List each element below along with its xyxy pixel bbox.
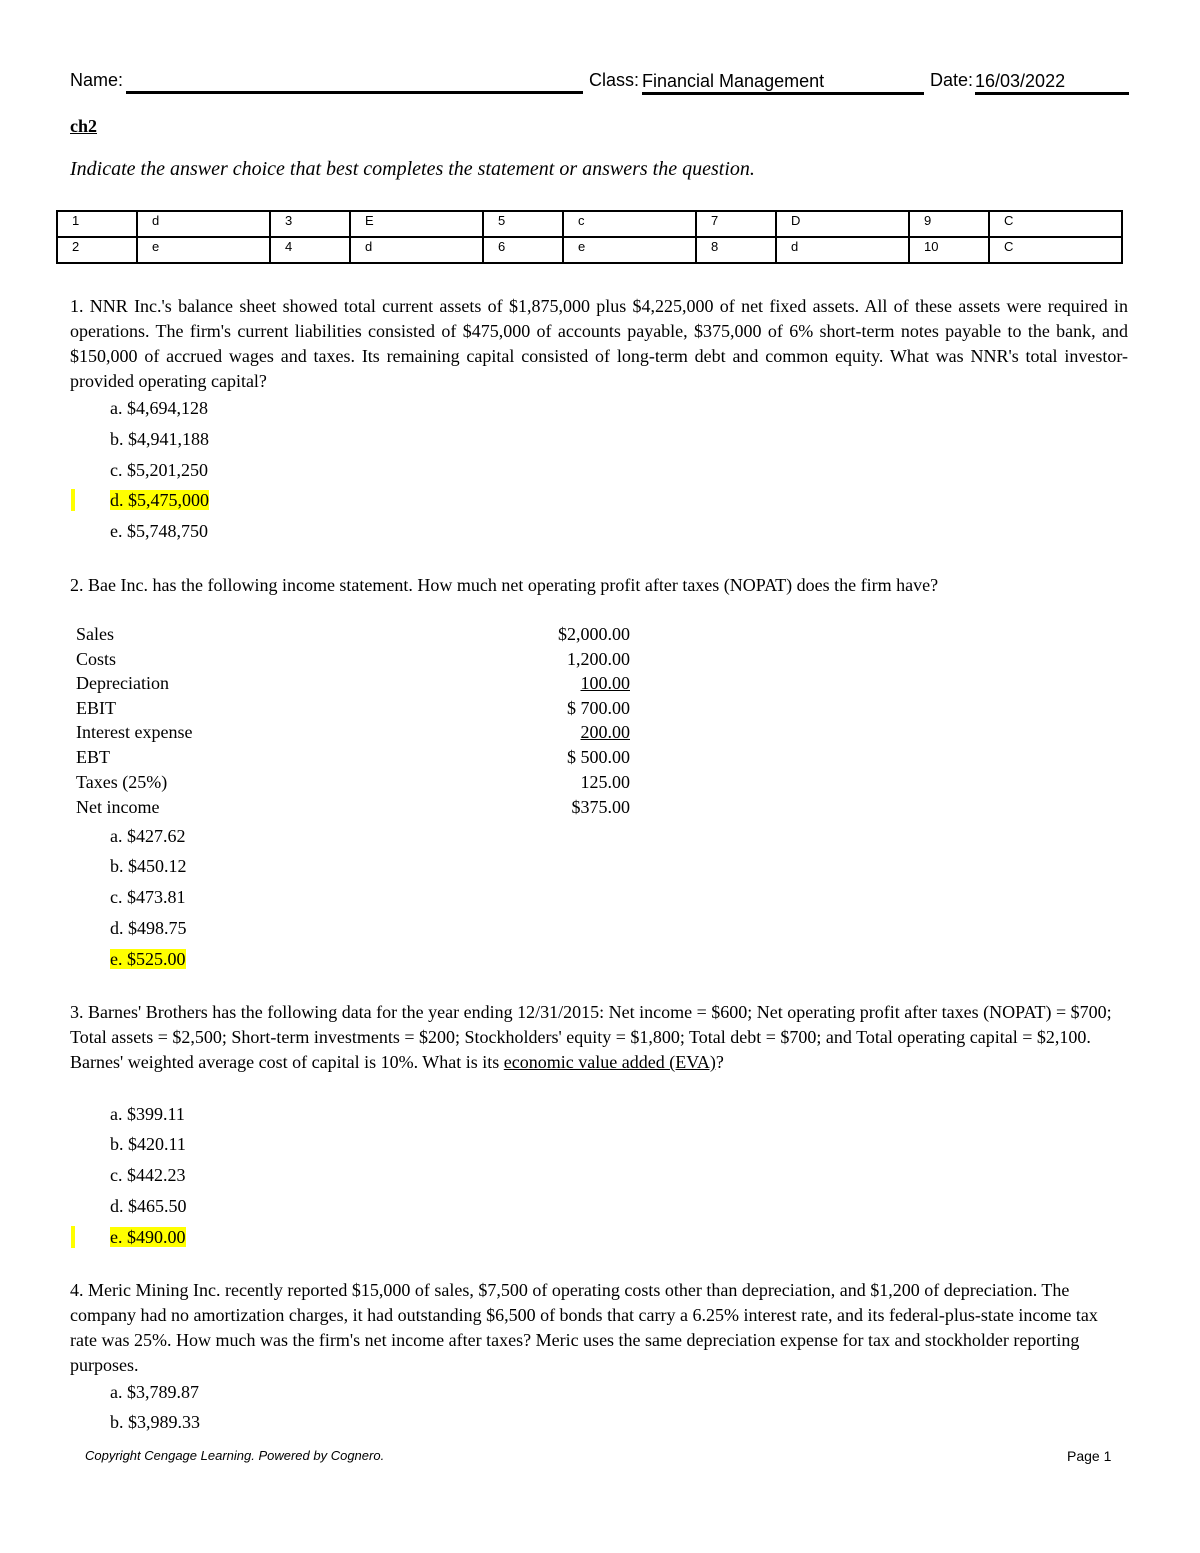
- statement-value: $375.00: [571, 797, 630, 817]
- question-1-option-c[interactable]: c. $5,201,250: [110, 460, 208, 480]
- statement-value-underlined: 200.00: [580, 722, 630, 742]
- key-cell: 9: [909, 211, 989, 237]
- statement-value: $ 500.00: [567, 747, 630, 767]
- question-2-option-a[interactable]: a. $427.62: [110, 826, 186, 846]
- key-cell: C: [989, 211, 1122, 237]
- question-1-option-a[interactable]: a. $4,694,128: [110, 398, 208, 418]
- question-4-option-a[interactable]: a. $3,789.87: [110, 1382, 199, 1402]
- key-cell: d: [137, 211, 270, 237]
- name-blank-line: [126, 91, 583, 94]
- statement-label: Depreciation: [76, 673, 169, 693]
- class-label: Class:: [589, 70, 640, 90]
- key-cell: 1: [57, 211, 137, 237]
- section-title: ch2: [70, 116, 97, 136]
- key-cell: e: [563, 237, 696, 263]
- statement-label: EBIT: [76, 698, 116, 718]
- statement-label: Sales: [76, 624, 114, 644]
- question-3-underlined-term: economic value added (EVA): [503, 1052, 716, 1072]
- key-cell: 3: [270, 211, 350, 237]
- key-cell: D: [776, 211, 909, 237]
- question-1-option-b[interactable]: b. $4,941,188: [110, 429, 209, 449]
- question-2-text: 2. Bae Inc. has the following income statement. How much net operating profit after taxes (NOPAT) does the firm have?: [70, 575, 939, 595]
- statement-value: $2,000.00: [558, 624, 630, 644]
- statement-label: EBT: [76, 747, 110, 767]
- key-cell: 7: [696, 211, 776, 237]
- question-1-option-d[interactable]: [110, 489, 209, 511]
- question-4-option-b[interactable]: b. $3,989.33: [110, 1412, 200, 1432]
- key-cell: e: [137, 237, 270, 263]
- key-cell: 10: [909, 237, 989, 263]
- page-number: Page 1: [1067, 1448, 1112, 1464]
- question-1-text: 1. NNR Inc.'s balance sheet showed total current assets of $1,875,000 plus $4,225,000 of net fixed assets. All of these assets were required in operations. The firm's current liabilities consisted of $475,000 of accounts payable, $375,000 of 6% short-term notes payable to the bank, and $150,000 of accrued wages and taxes. Its remaining capital consisted of long-term debt and common equity. What was NNR's total investor-provided operating capital?: [70, 296, 1128, 391]
- key-cell: 2: [57, 237, 137, 263]
- question-3-option-c[interactable]: c. $442.23: [110, 1165, 186, 1185]
- instructions: Indicate the answer choice that best completes the statement or answers the question.: [70, 158, 755, 180]
- key-cell: 8: [696, 237, 776, 263]
- key-cell: 6: [483, 237, 563, 263]
- key-cell: d: [776, 237, 909, 263]
- statement-label: Net income: [76, 797, 160, 817]
- question-2-option-e[interactable]: [110, 948, 186, 970]
- answer-marker: [71, 489, 75, 511]
- footer-copyright: Copyright Cengage Learning. Powered by Cognero.: [85, 1448, 385, 1463]
- date-value: 16/03/2022: [975, 70, 1129, 95]
- key-cell: C: [989, 237, 1122, 263]
- statement-label: Costs: [76, 649, 117, 669]
- question-3-option-a[interactable]: a. $399.11: [110, 1104, 185, 1124]
- date-label: Date:: [930, 70, 974, 90]
- statement-value: [470, 672, 630, 694]
- question-3-text: [70, 1000, 1128, 1075]
- name-label: Name:: [70, 70, 124, 90]
- question-3-option-b[interactable]: b. $420.11: [110, 1134, 186, 1154]
- question-1-option-e[interactable]: e. $5,748,750: [110, 521, 208, 541]
- highlighted-answer: d. $5,475,000: [110, 490, 209, 510]
- question-2-option-b[interactable]: b. $450.12: [110, 856, 187, 876]
- answer-key-row: [57, 211, 1122, 237]
- question-4-text: 4. Meric Mining Inc. recently reported $15,000 of sales, $7,500 of operating costs other than depreciation, and $1,200 of depreciation. The company had no amortization charges, it had outstanding $6,500 of bonds that carry a 6.25% interest rate, and its federal-plus-state income tax rate was 25%. How much was the firm's net income after taxes? Meric uses the same depreciation expense for tax and stockholder reporting purposes.: [70, 1280, 1098, 1375]
- key-cell: d: [350, 237, 483, 263]
- statement-value: 125.00: [580, 772, 630, 792]
- key-cell: 5: [483, 211, 563, 237]
- statement-value: $ 700.00: [567, 698, 630, 718]
- key-cell: c: [563, 211, 696, 237]
- answer-key-table: [56, 210, 1123, 264]
- class-value: Financial Management: [642, 70, 924, 95]
- statement-value: 1,200.00: [567, 649, 630, 669]
- question-3-option-d[interactable]: d. $465.50: [110, 1196, 187, 1216]
- question-3-text-end: ?: [715, 1052, 724, 1072]
- key-cell: 4: [270, 237, 350, 263]
- highlighted-answer: e. $490.00: [110, 1227, 186, 1247]
- question-2-option-c[interactable]: c. $473.81: [110, 887, 186, 907]
- statement-label: Interest expense: [76, 722, 193, 742]
- statement-value-underlined: 100.00: [580, 673, 630, 693]
- question-3-text-part: 3. Barnes' Brothers has the following data for the year ending 12/31/2015: Net income = $600; Net operating profit after taxes (NOPAT) = $700; Total assets = $2,500; Short-term investments = $200; Stockholders' equity = $1,800; Total debt = $700; and Total operating capital = $2,100. Barnes' weighted average cost of capital is 10%. What is its: [70, 1002, 1112, 1072]
- answer-marker: [71, 1226, 75, 1248]
- statement-label: Taxes (25%): [76, 772, 168, 792]
- highlighted-answer: e. $525.00: [110, 949, 186, 969]
- key-cell: E: [350, 211, 483, 237]
- question-3-option-e[interactable]: [110, 1226, 186, 1248]
- statement-value: [470, 721, 630, 743]
- question-2-option-d[interactable]: d. $498.75: [110, 918, 187, 938]
- answer-key-row: [57, 237, 1122, 263]
